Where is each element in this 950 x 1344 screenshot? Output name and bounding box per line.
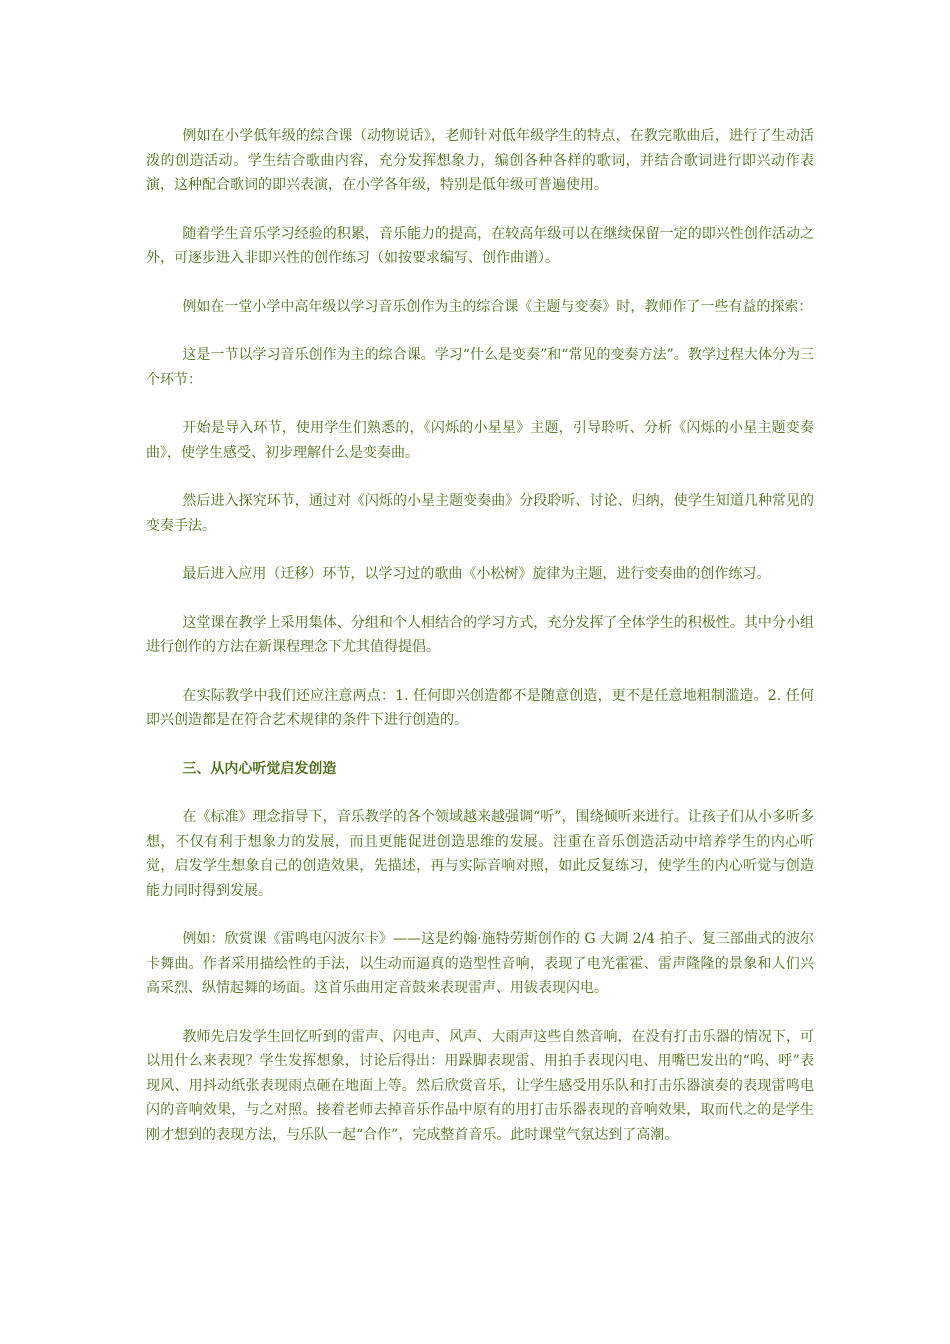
paragraph-explore-stage: 然后进入探究环节，通过对《闪烁的小星主题变奏曲》分段聆听、讨论、归纳，使学生知道几种常见的变奏手法。: [146, 493, 814, 534]
paragraph-teaching-method: 这堂课在教学上采用集体、分组和个人相结合的学习方式，充分发挥了全体学生的积极性。其中分小组进行创作的方法在新课程理念下尤其值得提倡。: [146, 614, 814, 655]
paragraph-inner-hearing: 在《标准》理念指导下，音乐教学的各个领域越来越强调“听”，围绕倾听来进行。让孩子们从小多听多想，不仅有利于想象力的发展，而且更能促进创造思维的发展。注重在音乐创造活动中培养学生的内心听觉，启发学生想象自己的创造效果，先描述，再与实际音响对照，如此反复练习，使学生的内心听觉与创造能力同时得到发展。: [146, 809, 814, 899]
paragraph-thunder-polka: 例如：欣赏课《雷鸣电闪波尔卡》——这是约翰·施特劳斯创作的 G 大调 2/4 拍子、复三部曲式的波尔卡舞曲。作者采用描绘性的手法，以生动而逼真的造型性音响，表现了电光霍霍、雷声隆隆的景象和人们兴高采烈、纵情起舞的场面。这首乐曲用定音鼓来表现雷声、用钹表现闪电。: [146, 931, 814, 996]
paragraph-higher-grades: 随着学生音乐学习经验的积累，音乐能力的提高，在较高年级可以在继续保留一定的即兴性创作活动之外，可逐步进入非即兴性的创作练习（如按要求编写、创作曲谱）。: [146, 225, 814, 266]
paragraph-lesson-overview: 这是一节以学习音乐创作为主的综合课。学习“什么是变奏”和“常见的变奏方法”。教学过程大体分为三个环节：: [146, 347, 814, 388]
document-body: [146, 124, 814, 1171]
paragraph-two-notes: 在实际教学中我们还应注意两点：1. 任何即兴创造都不是随意创造，更不是任意地粗制滥造。2. 任何即兴创造都是在符合艺术规律的条件下进行创造的。: [146, 687, 814, 728]
paragraph-class-activity: 教师先启发学生回忆听到的雷声、闪电声、风声、大雨声这些自然音响，在没有打击乐器的情况下，可以用什么来表现？学生发挥想象，讨论后得出：用跺脚表现雷、用拍手表现闪电、用嘴巴发出的“呜、呼”表现风、用抖动纸张表现雨点砸在地面上等。然后欣赏音乐，让学生感受用乐队和打击乐器演奏的表现雷鸣电闪的音响效果，与之对照。接着老师去掉音乐作品中原有的用打击乐器表现的音响效果，取而代之的是学生刚才想到的表现方法，与乐队一起“合作”，完成整首音乐。此时课堂气氛达到了高潮。: [146, 1028, 814, 1143]
paragraph-apply-stage: 最后进入应用（迁移）环节，以学习过的歌曲《小松树》旋律为主题，进行变奏曲的创作练习。: [182, 566, 771, 582]
paragraph-intro-stage: 开始是导入环节，使用学生们熟悉的，《闪烁的小星星》主题，引导聆听、分析《闪烁的小星主题变奏曲》，使学生感受、初步理解什么是变奏曲。: [146, 420, 814, 461]
paragraph-animal-talk: 例如在小学低年级的综合课（动物说话》，老师针对低年级学生的特点，在教完歌曲后，进行了生动活泼的创造活动。学生结合歌曲内容，充分发挥想象力，编创各种各样的歌词，并结合歌词进行即兴动作表演，这种配合歌词的即兴表演，在小学各年级，特别是低年级可普遍使用。: [146, 128, 814, 193]
paragraph-theme-variation: 例如在一堂小学中高年级以学习音乐创作为主的综合课《主题与变奏》时，教师作了一些有益的探索：: [182, 298, 813, 315]
section-heading: 三、从内心听觉启发创造: [182, 760, 337, 777]
